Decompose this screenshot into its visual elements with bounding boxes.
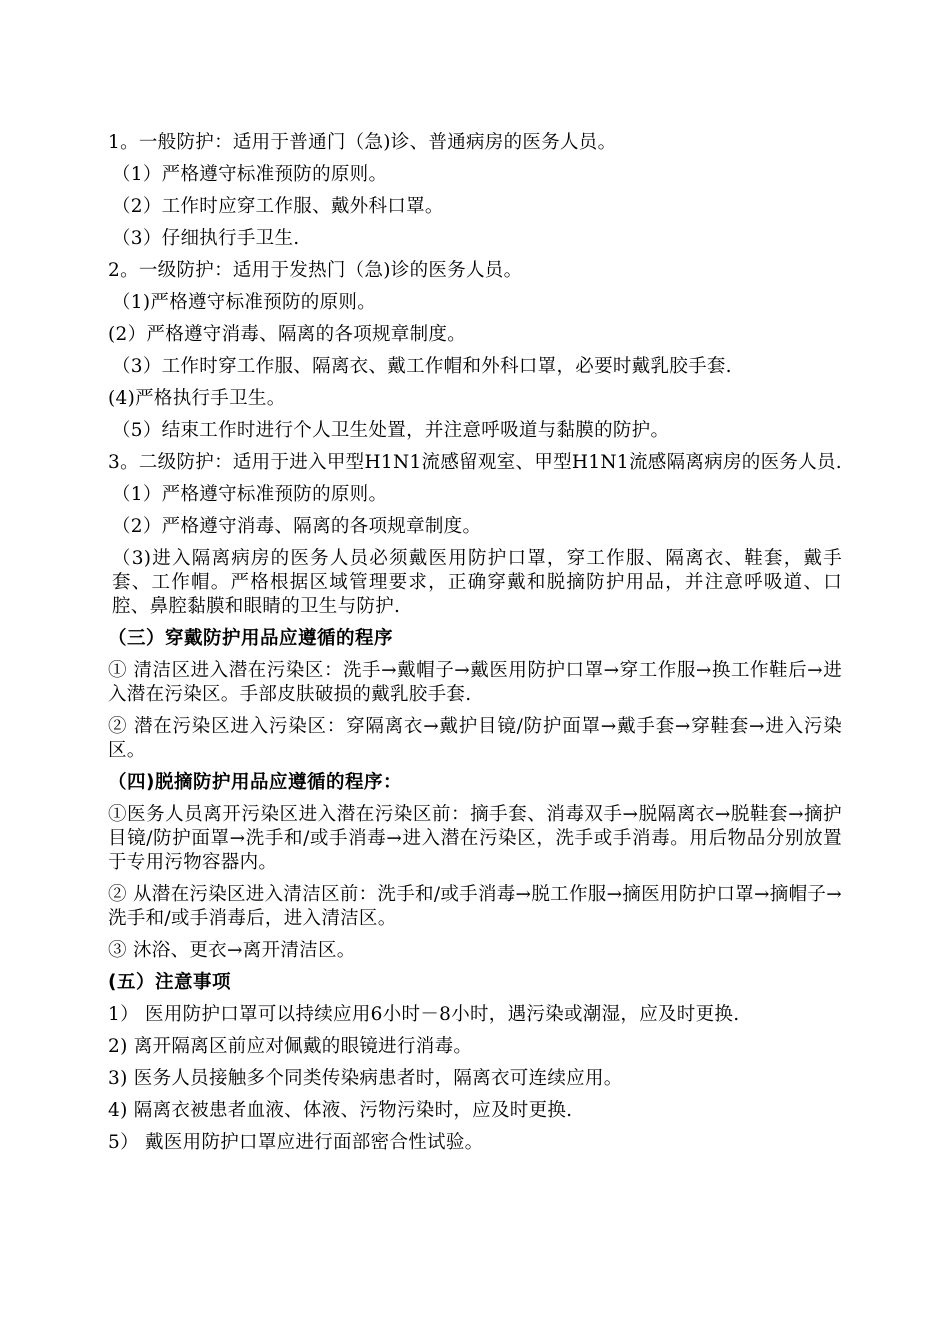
- doffing-step-2: ② 从潜在污染区进入清洁区前：洗手和/或手消毒→脱工作服→摘医用防护口罩→摘帽子→洗手和/或手消毒后，进入清洁区。: [108, 884, 842, 929]
- level1-item-5: （5）结束工作时进行个人卫生处置，并注意呼吸道与黏膜的防护。: [112, 420, 670, 441]
- general-item-2: （2）工作时应穿工作服、戴外科口罩。: [112, 196, 444, 217]
- level2-item-2: （2）严格遵守消毒、隔离的各项规章制度。: [112, 516, 482, 537]
- level1-item-1: （1)严格遵守标准预防的原则。: [112, 292, 376, 313]
- note-4: 4) 隔离衣被患者血液、体液、污物污染时，应及时更换.: [108, 1100, 573, 1121]
- general-item-3: （3）仔细执行手卫生.: [112, 228, 300, 249]
- level2-item-3: （3)进入隔离病房的医务人员必须戴医用防护口罩，穿工作服、隔离衣、鞋套，戴手套、工作帽。严格根据区域管理要求，正确穿戴和脱摘防护用品，并注意呼吸道、口腔、鼻腔黏膜和眼睛的卫生与防护.: [112, 548, 842, 617]
- level1-item-4: (4)严格执行手卫生。: [108, 388, 286, 409]
- donning-step-1: ① 清洁区进入潜在污染区：洗手→戴帽子→戴医用防护口罩→穿工作服→换工作鞋后→进入潜在污染区。手部皮肤破损的戴乳胶手套.: [108, 660, 842, 705]
- donning-section-heading: （三）穿戴防护用品应遵循的程序: [108, 628, 394, 649]
- donning-step-2: ② 潜在污染区进入污染区：穿隔离衣→戴护目镜/防护面罩→戴手套→穿鞋套→进入污染区。: [108, 716, 842, 761]
- level1-protection-heading: 2。一级防护：适用于发热门（急)诊的医务人员。: [108, 260, 523, 281]
- note-1: 1） 医用防护口罩可以持续应用6小时－8小时，遇污染或潮湿，应及时更换.: [108, 1004, 740, 1025]
- doffing-section-heading: （四)脱摘防护用品应遵循的程序：: [108, 772, 402, 793]
- general-item-1: （1）严格遵守标准预防的原则。: [112, 164, 388, 185]
- level2-protection-heading: 3。二级防护：适用于进入甲型H1N1流感留观室、甲型H1N1流感隔离病房的医务人员.: [108, 452, 842, 473]
- document-body: [108, 131, 842, 1155]
- note-5: 5） 戴医用防护口罩应进行面部密合性试验。: [108, 1132, 484, 1153]
- note-3: 3) 医务人员接触多个同类传染病患者时，隔离衣可连续应用。: [108, 1068, 623, 1089]
- notes-section-heading: (五）注意事项: [108, 972, 231, 993]
- level1-item-3: （3）工作时穿工作服、隔离衣、戴工作帽和外科口罩，必要时戴乳胶手套.: [112, 356, 732, 377]
- doffing-step-3: ③ 沐浴、更衣→离开清洁区。: [108, 940, 356, 961]
- level2-item-1: （1）严格遵守标准预防的原则。: [112, 484, 388, 505]
- level1-item-2: (2）严格遵守消毒、隔离的各项规章制度。: [108, 324, 466, 345]
- doffing-step-1: ①医务人员离开污染区进入潜在污染区前：摘手套、消毒双手→脱隔离衣→脱鞋套→摘护目镜/防护面罩→洗手和/或手消毒→进入潜在污染区，洗手或手消毒。用后物品分别放置于专用污物容器内。: [108, 804, 842, 873]
- general-protection-heading: 1。一般防护：适用于普通门（急)诊、普通病房的医务人员。: [108, 132, 617, 153]
- note-2: 2) 离开隔离区前应对佩戴的眼镜进行消毒。: [108, 1036, 473, 1057]
